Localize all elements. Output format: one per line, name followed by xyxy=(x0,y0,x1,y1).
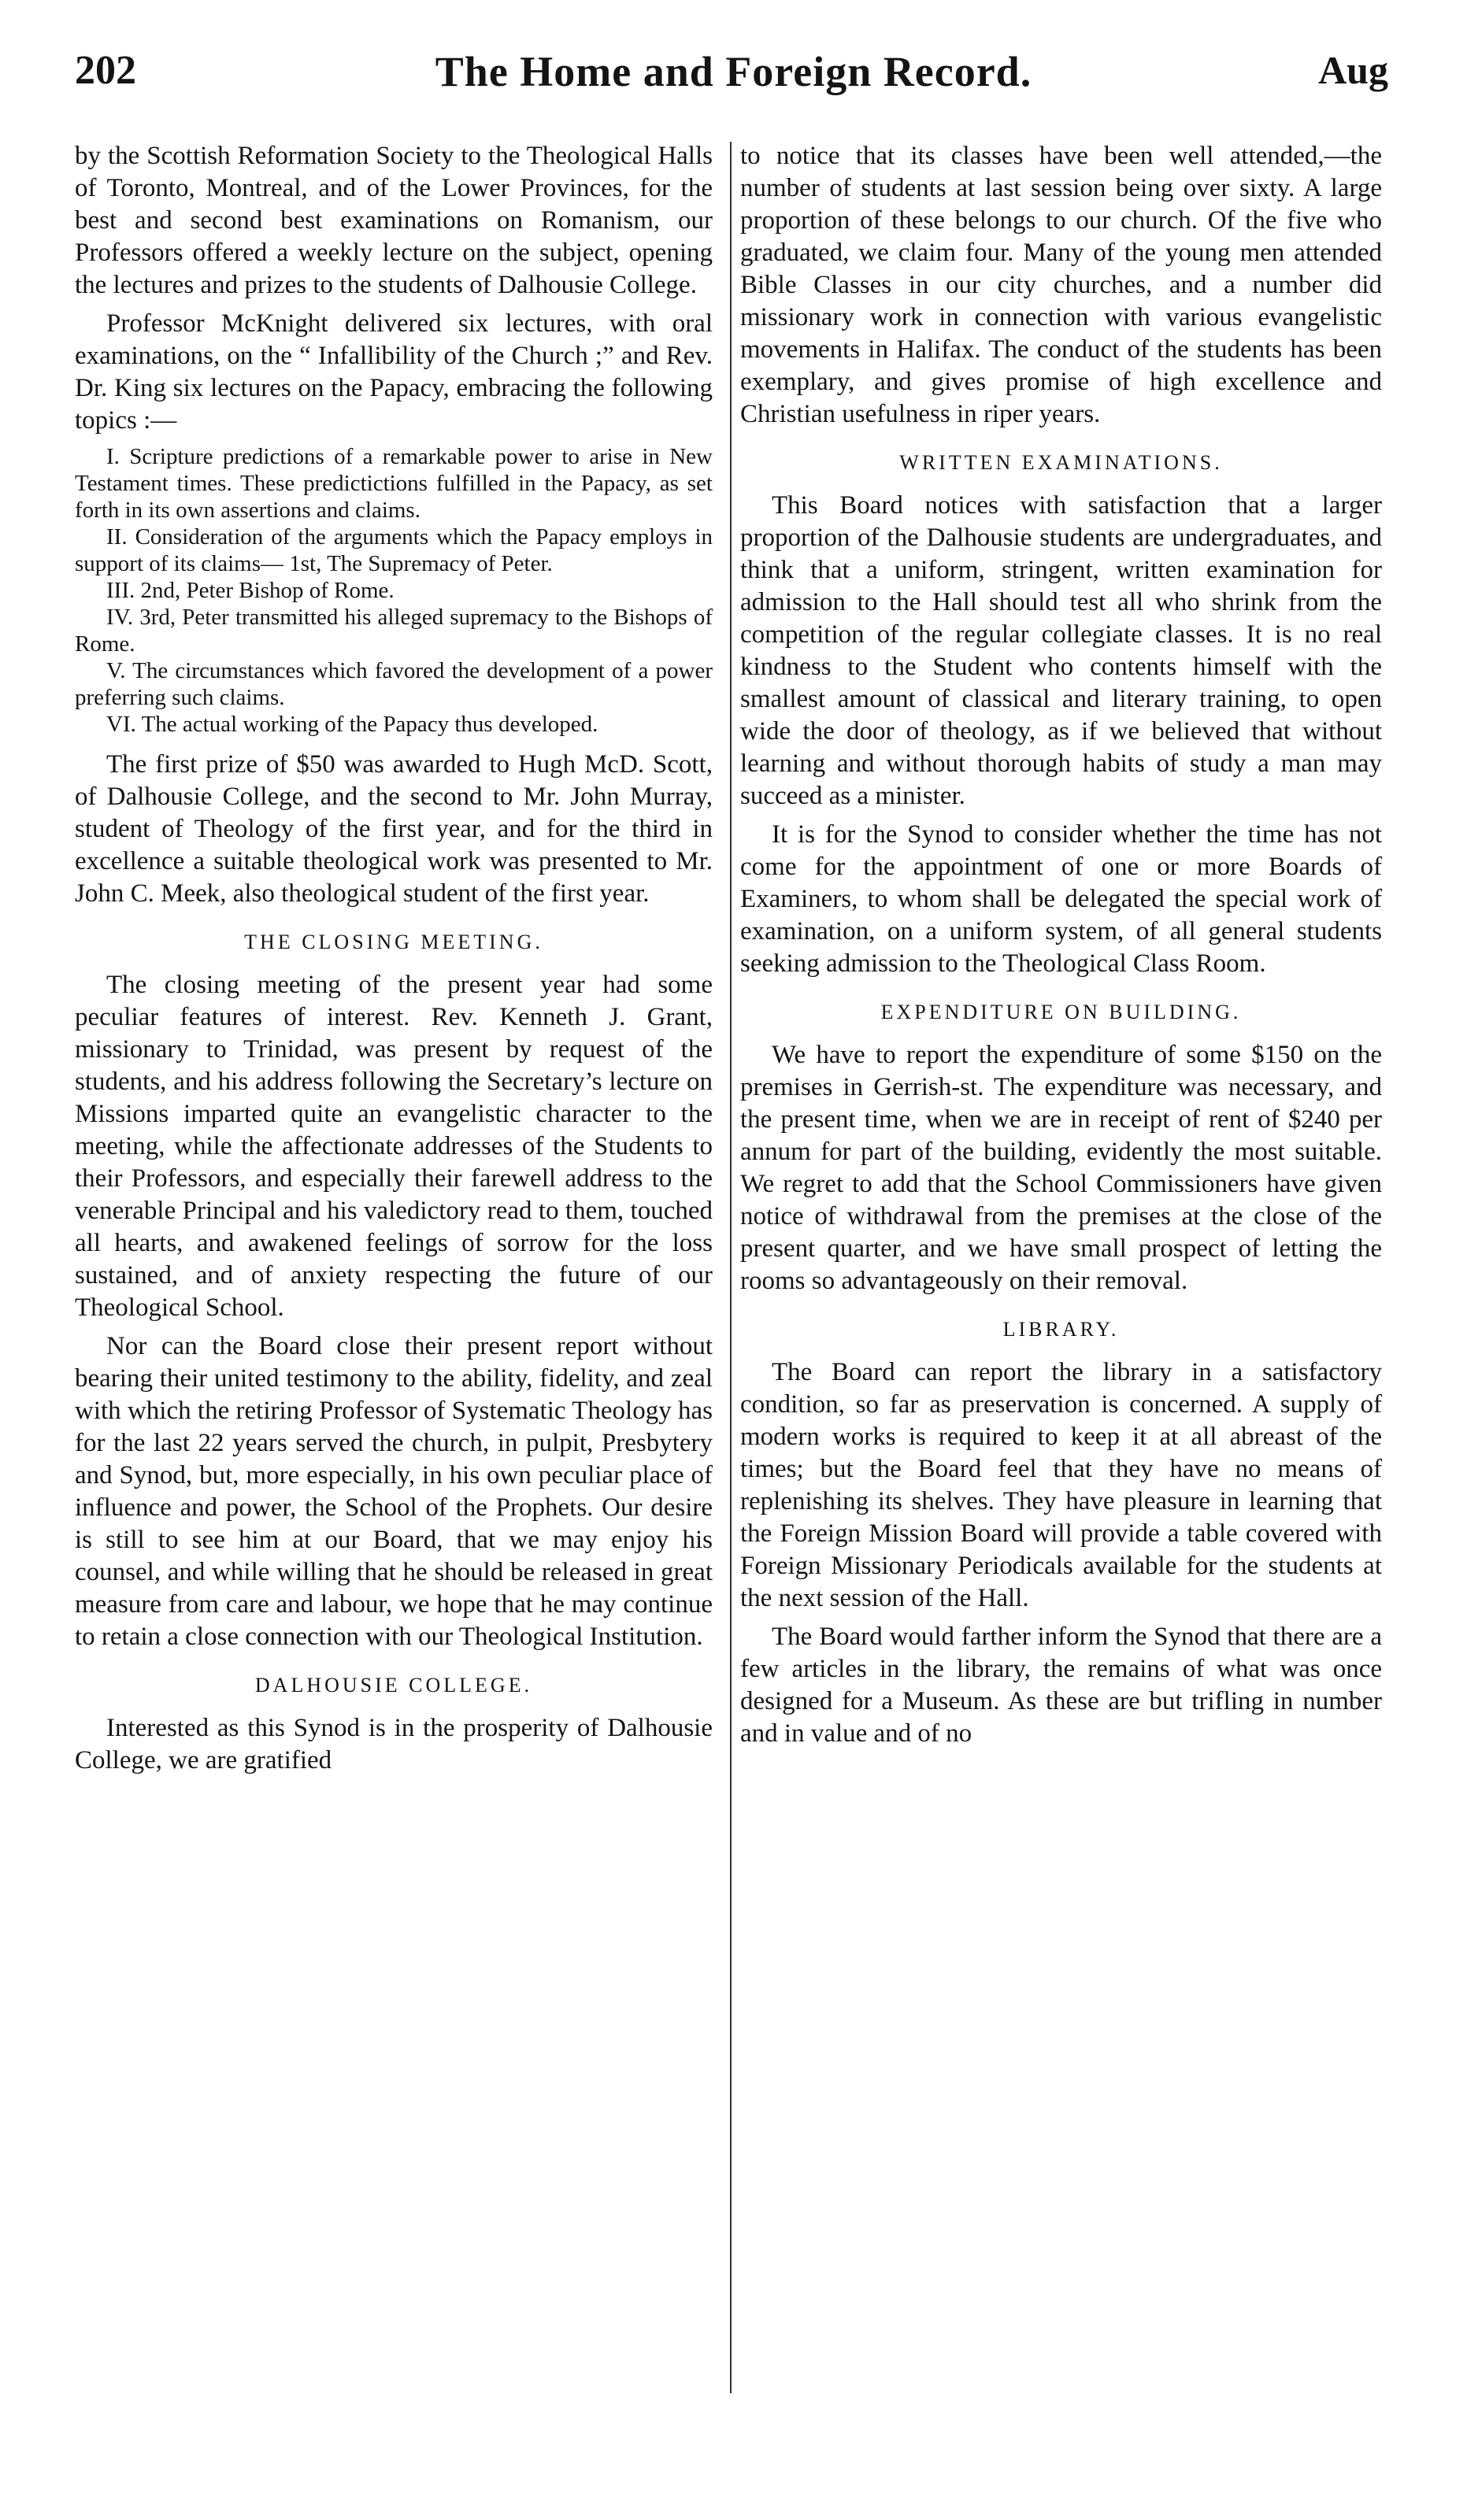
paragraph: by the Scottish Reformation Society to the Theological Halls of Toronto, Montreal, and of the Lower Provinces, for the best and second best examinations on Romanism, our Professors offered a weekly lecture on the subject, opening the lectures and prizes to the students of Dalhousie College. xyxy=(75,142,713,299)
section-heading: DALHOUSIE COLLEGE. xyxy=(254,1674,533,1697)
section-heading: EXPENDITURE ON BUILDING. xyxy=(880,1001,1242,1023)
paragraph: to notice that its classes have been well attended,—the number of students at last session being over sixty. A large proportion of these belongs to our church. Of the five who graduated, we claim four. Many of the young men attended Bible Classes in our city churches, and a number did missionary work in connection with various evangelistic movements in Halifax. The conduct of the students has been exemplary, and gives promise of high excellence and Christian usefulness in riper years. xyxy=(740,142,1382,428)
list-item: IV. 3rd, Peter transmitted his alleged supremacy to the Bishops of Rome. xyxy=(75,605,713,657)
paragraph: Nor can the Board close their present report without bearing their united testimony to the ability, fidelity, and zeal with which the retiring Professor of Systematic Theology has for the last 22 years served the church, in pulpit, Presbytery and Synod, but, more especially, in his own peculiar place of influence and power, the School of the Prophets. Our desire is still to see him at our Board, that we may enjoy his counsel, and while willing that he should be released in great measure from care and labour, we hope that he may continue to retain a close connection with our Theological Institution. xyxy=(75,1332,713,1651)
paragraph: The Board can report the library in a satisfactory condition, so far as preservation is concerned. A supply of modern works is required to keep it at all abreast of the times; but the Board feel that they have no means of replenishing its shelves. They have pleasure in learning that the Foreign Mission Board will provide a table covered with Foreign Missionary Periodicals available for the students at the next session of the Hall. xyxy=(740,1358,1382,1612)
running-month: Aug xyxy=(1318,48,1388,92)
column-divider xyxy=(730,142,732,2393)
list-item: II. Consideration of the arguments which the Papacy employs in support of its claims— 1st, The Supremacy of Peter. xyxy=(75,524,713,576)
paragraph: We have to report the expenditure of some $150 on the premises in Gerrish-st. The expenditure was necessary, and the present time, when we are in receipt of rent of $240 per annum for part of the building, evidently the most suitable. We regret to add that the School Commissioners have given notice of withdrawal from the premises at the close of the present quarter, and we have small prospect of letting the rooms so advantageously on their removal. xyxy=(740,1041,1382,1295)
running-header xyxy=(0,47,1467,134)
list-item: I. Scripture predictions of a remarkable power to arise in New Testament times. These predictictions fulfilled in the Papacy, as set forth in its own assertions and claims. xyxy=(75,444,713,523)
paragraph: The Board would farther inform the Synod that there are a few articles in the library, the remains of what was once designed for a Museum. As these are but trifling in number and in value and of no xyxy=(740,1623,1382,1748)
paragraph: The closing meeting of the present year had some peculiar features of interest. Rev. Kenneth J. Grant, missionary to Trinidad, was present by request of the students, and his address following the Secretary’s lecture on Missions imparted quite an evangelistic character to the meeting, while the affectionate addresses of the Students to their Professors, and especially their farewell address to the venerable Principal and his valedictory read to them, touched all hearts, and awakened feelings of sorrow for the loss sustained, and of anxiety respecting the future of our Theological School. xyxy=(75,971,713,1322)
running-title: The Home and Foreign Record. xyxy=(435,48,1032,95)
paragraph: It is for the Synod to consider whether the time has not come for the appointment of one or more Boards of Examiners, to whom shall be delegated the special work of examination, on a uniform system, of all general students seeking admission to the Theological Class Room. xyxy=(740,820,1382,978)
left-column xyxy=(75,140,713,1783)
paragraph: Professor McKnight delivered six lectures, with oral examinations, on the “ Infallibility of the Church ;” and Rev. Dr. King six lectures on the Papacy, embracing the following topics :— xyxy=(75,309,713,435)
section-heading: THE CLOSING MEETING. xyxy=(244,931,543,953)
page-number: 202 xyxy=(75,48,136,93)
list-item: VI. The actual working of the Papacy thus developed. xyxy=(106,712,598,737)
right-column xyxy=(740,140,1382,1756)
topics-list xyxy=(75,443,713,738)
paragraph: This Board notices with satisfaction that a larger proportion of the Dalhousie students are undergraduates, and think that a uniform, stringent, written examination for admission to the Hall should test all who shrink from the competition of the regular collegiate classes. It is no real kindness to the Student who contents himself with the smallest amount of classical and literary training, to open wide the door of theology, as if we believed that without learning and without thorough habits of study a man may succeed as a minister. xyxy=(740,491,1382,810)
paragraph: Interested as this Synod is in the prosperity of Dalhousie College, we are gratified xyxy=(75,1714,713,1774)
section-heading: LIBRARY. xyxy=(1002,1318,1120,1341)
list-item: III. 2nd, Peter Bishop of Rome. xyxy=(106,578,395,603)
paragraph: The first prize of $50 was awarded to Hugh McD. Scott, of Dalhousie College, and the second to Mr. John Murray, student of Theology of the first year, and for the third in excellence a suitable theological work was presented to Mr. John C. Meek, also theological student of the first year. xyxy=(75,750,713,908)
section-heading: WRITTEN EXAMINATIONS. xyxy=(899,451,1223,474)
list-item: V. The circumstances which favored the development of a power preferring such claims. xyxy=(75,658,713,710)
